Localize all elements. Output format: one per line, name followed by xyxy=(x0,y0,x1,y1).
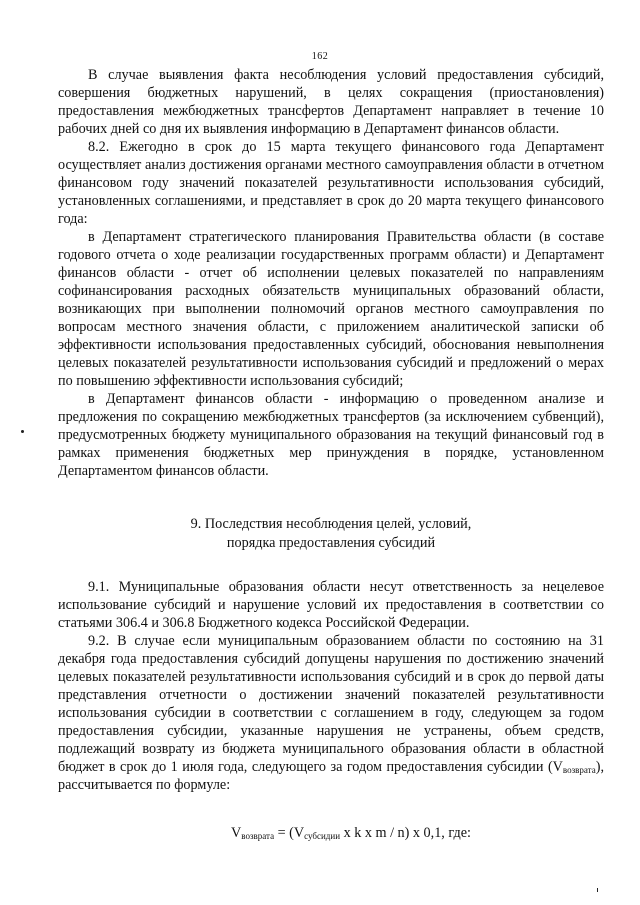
paragraph-9-2-text: 9.2. В случае если муниципальным образованием области по состоянию на 31 декабря года предоставления субсидий допущены нарушения по достижению значений целевых показателей результативности использования субсидий и в срок до первой даты представления отчетности о достижении значений показателей результативности использования субсидии в соответствии с соглашением в году, следующем за годом предоставления субсидии, указанные нарушения не устранены, объем средств, подлежащий возврату из бюджета муниципального образования области в областной бюджет в срок до 1 июля года, следующего за годом предоставления субсидии (V xyxy=(58,633,604,775)
page-number: 162 xyxy=(311,51,329,62)
paragraph-9-2-end: ), рассчитывается по формуле: xyxy=(58,759,604,793)
paragraph-9-2 xyxy=(58,632,604,794)
section-heading-line-1: 9. Последствия несоблюдения целей, условий, xyxy=(190,516,472,532)
formula-rest: x k x m / n) x 0,1, где: xyxy=(340,825,471,841)
formula-rhs-sub: субсидии xyxy=(304,831,341,841)
document-body xyxy=(58,66,604,842)
paragraph-9-1: 9.1. Муниципальные образования области несут ответственность за нецелевое использование субсидий и нарушение условий их предоставления в соответствии со статьями 306.4 и 306.8 Бюджетного кодекса Российской Федерации. xyxy=(58,579,604,631)
section-heading-line-2: порядка предоставления субсидий xyxy=(226,535,436,551)
paragraph-finance-dept: в Департамент финансов области - информацию о проведенном анализе и предложения по сокращению межбюджетных трансфертов (за исключением субвенций), предусмотренных бюджету муниципального образования на текущий финансовый год в рамках применения бюджетных мер принуждения в порядке, установленном Департаментом финансов области. xyxy=(58,391,604,479)
paragraph-strategic-dept: в Департамент стратегического планирования Правительства области (в составе годового отчета о ходе реализации государственных программ области) и Департамент финансов области - отчет об исполнении целевых показателей по направлениям софинансирования расходных обязательств муниципальных образований области, возникающих при выполнении полномочий органов местного самоуправления по вопросам местного значения области, с приложением аналитической записки об эффективности использования предоставленных субсидий, обоснования невыполнения целевых показателей результативности использования субсидий и предложений о мерах по повышению эффективности использования субсидий; xyxy=(58,229,604,389)
formula xyxy=(58,824,604,842)
section-heading-9 xyxy=(58,515,604,553)
paragraph-9-2-subscript: возврата xyxy=(562,765,596,775)
scan-speck-left xyxy=(21,430,24,433)
formula-eq-open: = (V xyxy=(274,825,305,841)
paragraph-violation-info: В случае выявления факта несоблюдения условий предоставления субсидий, совершения бюджетных нарушений, в целях сокращения (приостановления) предоставления межбюджетных трансфертов Департамент направляет в течение 10 рабочих дней со дня их выявления информацию в Департамент финансов области. xyxy=(58,67,604,137)
paragraph-8-2: 8.2. Ежегодно в срок до 15 марта текущего финансового года Департамент осуществляет анализ достижения органами местного самоуправления области в отчетном финансовом году значений показателей результативности использования субсидий, установленных соглашениями, и представляет в срок до 20 марта текущего финансового года: xyxy=(58,139,604,227)
scan-speck-right xyxy=(597,888,598,892)
formula-lhs-var: V xyxy=(231,825,242,841)
formula-lhs-sub: возврата xyxy=(241,831,275,841)
